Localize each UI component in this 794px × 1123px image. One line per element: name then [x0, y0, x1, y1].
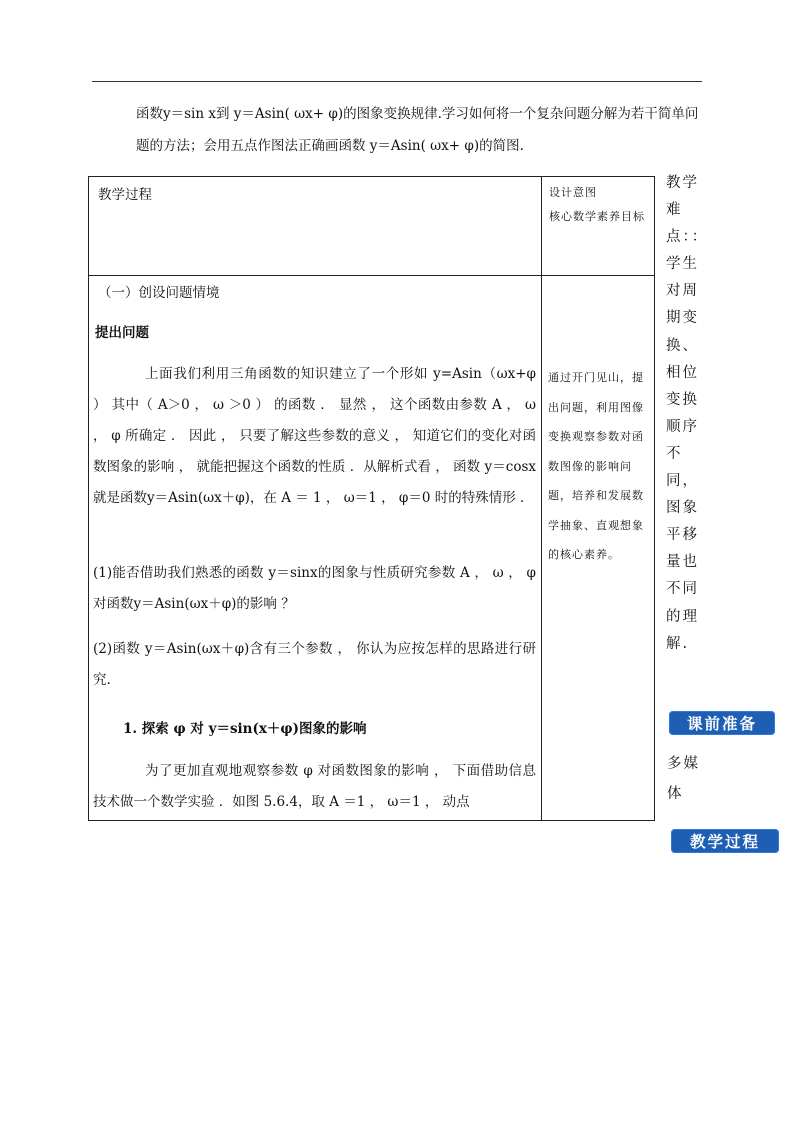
badge-pre-class-prep: 课前准备 [669, 711, 775, 735]
question-1: (1)能否借助我们熟悉的函数 y＝sinx的图象与性质研究参数 A ， ω ， φ 对函数y＝Asin(ωx＋φ)的影响 ？ [93, 565, 536, 612]
table-column-divider [541, 177, 542, 820]
header-design-intent-title: 设计意图 [549, 186, 597, 199]
header-rule [92, 81, 702, 82]
design-intent-note: 通过开门见山，提出问题，利用图像变换观察参数对函数图像的影响问题，培养和发展数学抽象、直观想象的核心素养。 [548, 371, 644, 561]
explore-title: 1. 探索 φ 对 y＝sin(x＋φ)图象的影响 [123, 721, 367, 737]
paragraph-explore: 为了更加直观地观察参数 φ 对函数图象的影响 ， 下面借助信息技术做一个数学实验 ．如图 5.6.4，取 A ＝1 ， ω＝1 ， 动点 [93, 763, 536, 810]
header-teaching-process: 教学过程 [98, 187, 152, 203]
section-title: （一）创设问题情境 [98, 285, 220, 301]
header-design-intent [549, 181, 653, 229]
teaching-difficulty: 教学难点：：学生对周期变换、相位变换顺序不同，图象平移量也不同的理解. [666, 175, 709, 652]
media-label: 多媒体 [667, 756, 700, 802]
badge-teaching-process: 教学过程 [671, 829, 779, 853]
lesson-table [88, 176, 655, 821]
header-core-literacy: 核心数学素养目标 [549, 210, 645, 223]
paragraph-intro: 上面我们利用三角函数的知识建立了一个形如 y=Asin（ωx+φ ） 其中（ A＞0 ， ω ＞0 ） 的函数 ． 显然 ， 这个函数由参数 A ， ω ， φ 所确定 ． 因此 ， 只要了解这些参数的意义 ， 知道它们的变化对函数图象的影响 ， 就能把握这个函数的性质 ．从解析式看 ， 函数 y＝cosx就是函数y＝Asin(ωx＋φ)，在 A ＝ 1 ， ω＝1 ， φ＝0 时的特殊情形 ． [93, 366, 536, 506]
intro-line-2: 题的方法；会用五点作图法正确画函数 y＝Asin( ωx+ φ)的简图. [136, 138, 524, 154]
intro-line-1: 函数y＝sin x到 y＝Asin( ωx+ φ)的图象变换规律.学习如何将一个复杂问题分解为若干简单问 [136, 106, 699, 122]
subhead-raise-question: 提出问题 [95, 325, 149, 341]
question-2: (2)函数 y＝Asin(ωx＋φ)含有三个参数 ， 你认为应按怎样的思路进行研究. [93, 641, 536, 688]
table-header-divider [89, 275, 654, 276]
